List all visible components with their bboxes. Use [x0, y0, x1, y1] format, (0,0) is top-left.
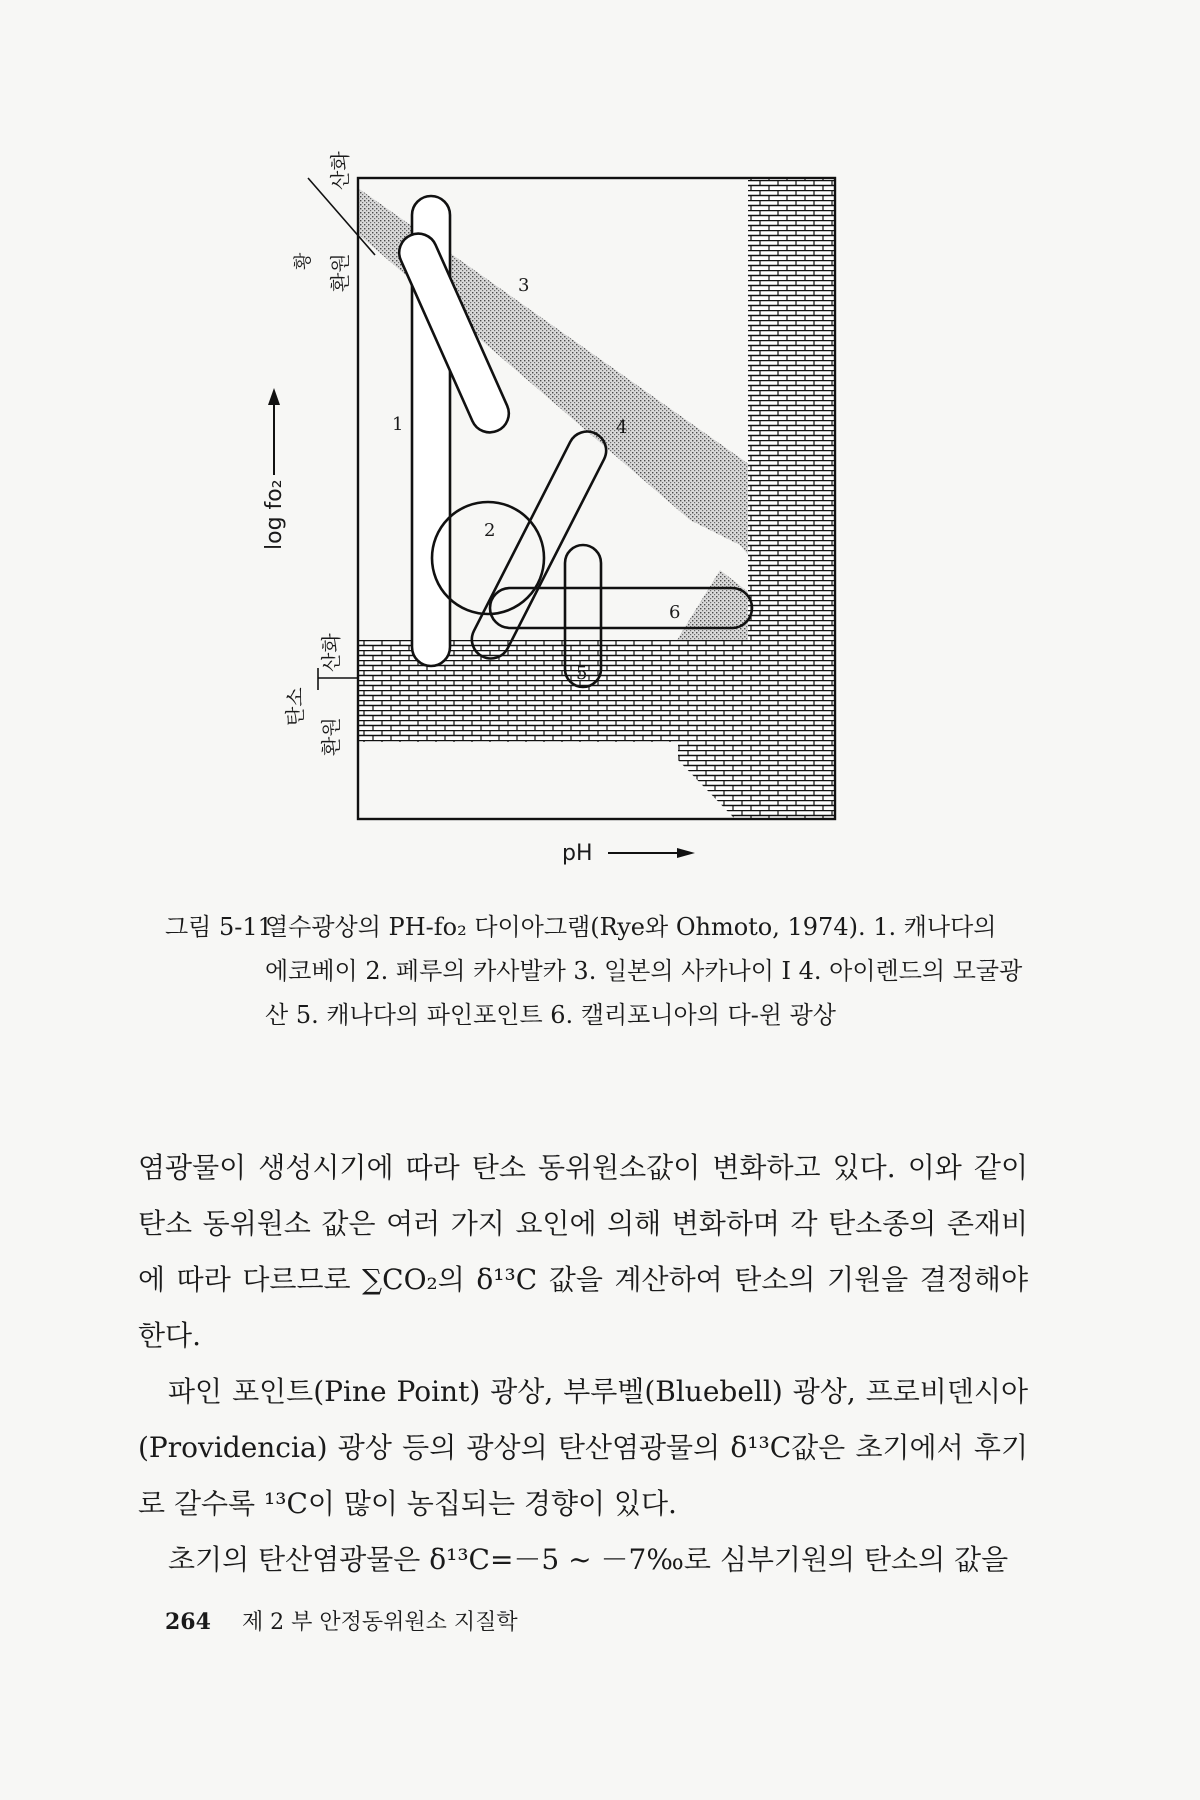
carbon-label: 탄소: [283, 687, 307, 726]
body-paragraph-1: 염광물이 생성시기에 따라 탄소 동위원소값이 변화하고 있다. 이와 같이 탄소 동위원소 값은 여러 가지 요인에 의해 변화하며 각 탄소종의 존재비에 따라 다르므로 ∑CO₂의 δ¹³C 값을 계산하여 탄소의 기원을 결정해야 한다.: [138, 1151, 1028, 1352]
running-section-title: 제 2 부 안정동위원소 지질학: [241, 1610, 518, 1635]
y-axis-label: log fo₂: [262, 479, 287, 550]
sulfur-label: 황: [293, 252, 314, 270]
carbonate-region-hatch-lower: [678, 640, 748, 819]
field-4-number: 4: [616, 417, 628, 438]
sulfur-oxidized-label: 산화: [328, 151, 352, 190]
body-paragraph-3: 초기의 탄산염광물은 δ¹³C=－5 ~ －7‰로 심부기원의 탄소의 값을: [168, 1543, 1009, 1576]
carbonate-region-hatch: [358, 640, 678, 742]
sulfate-region-hatch: [748, 178, 835, 819]
carbon-reduced-label: 환원: [319, 717, 343, 756]
field-3-number: 3: [518, 275, 530, 296]
page-footer: [165, 1605, 518, 1636]
caption-figure-number: 그림 5-11: [165, 913, 273, 941]
field-2-number: 2: [484, 520, 496, 541]
caption-text: 열수광상의 PH-fo₂ 다이아그램(Rye와 Ohmoto, 1974). 1. 캐나다의 에코베이 2. 페루의 카사발카 3. 일본의 사카나이 I 4. 아이렌드의 모굴광산 5. 캐나다의 파인포인트 6. 캘리포니아의 다-윈 광상: [265, 913, 1023, 1029]
field-6-number: 6: [669, 602, 681, 623]
carbon-oxidized-label: 산화: [319, 633, 343, 672]
y-axis-arrowhead: [268, 388, 280, 405]
sulfur-reduced-label: 환원: [328, 253, 352, 292]
figure-caption: [165, 905, 1025, 1037]
field-5-number: 5: [576, 663, 588, 684]
field-1-number: 1: [392, 414, 404, 435]
body-text: [138, 1140, 1028, 1588]
x-axis-arrowhead: [677, 848, 695, 858]
page-number: 264: [165, 1609, 211, 1635]
x-axis-label: pH: [562, 841, 593, 866]
body-paragraph-2: 파인 포인트(Pine Point) 광상, 부루벨(Bluebell) 광상, 프로비덴시아(Providencia) 광상 등의 광상의 탄산염광물의 δ¹³C값은 초기에서 후기로 갈수록 ¹³C이 많이 농집되는 경향이 있다.: [138, 1375, 1028, 1520]
